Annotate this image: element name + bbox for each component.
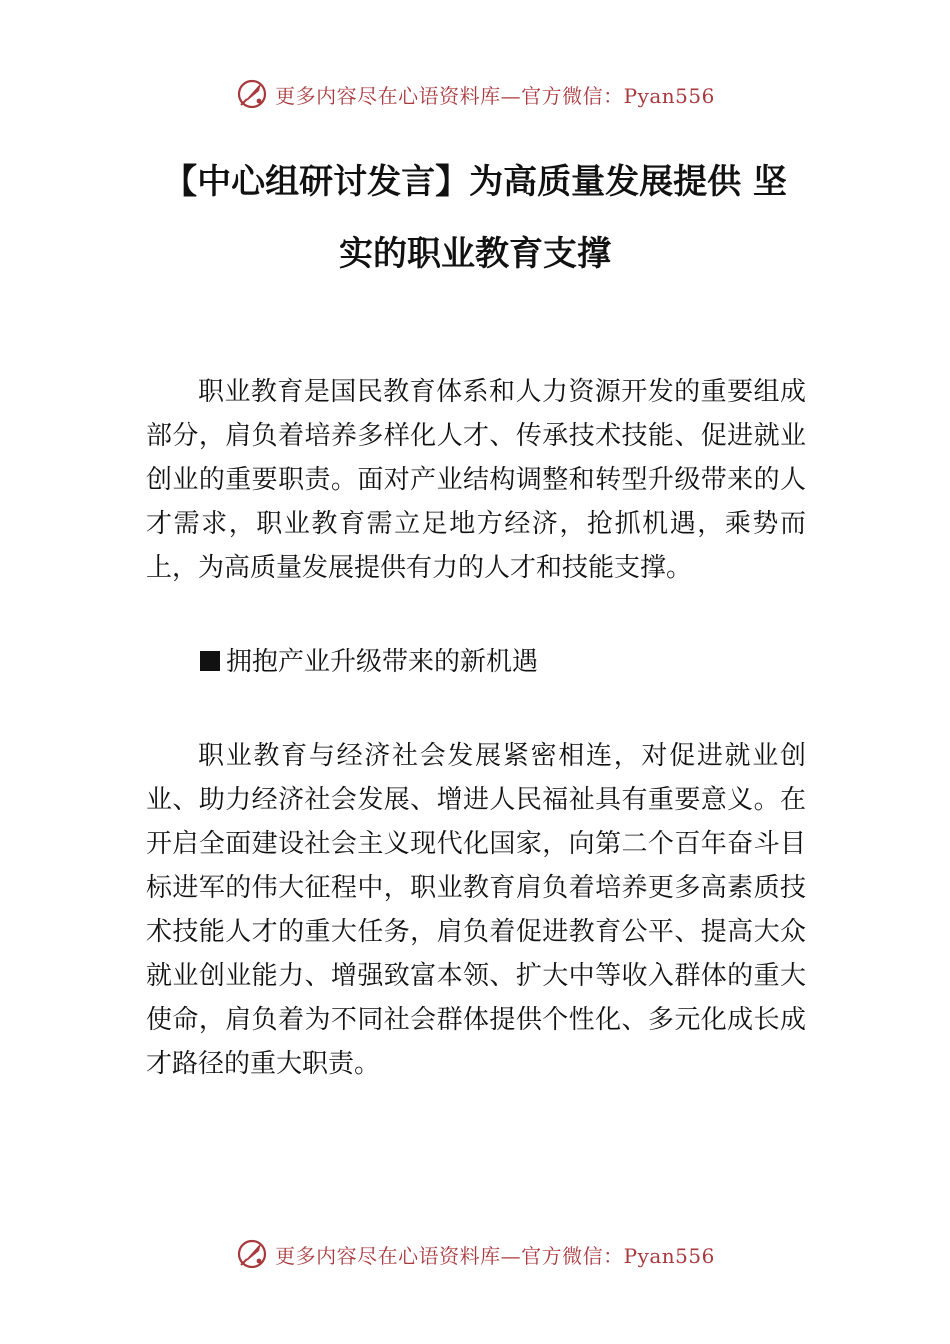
- header-banner-text: 更多内容尽在心语资料库—官方微信：Pyan556: [275, 83, 715, 108]
- section-heading: [146, 640, 806, 684]
- footer-banner: [0, 1234, 950, 1274]
- title-line-1: 【中心组研讨发言】为高质量发展提供 坚: [163, 162, 787, 202]
- page-title: [110, 146, 840, 290]
- header-banner: [0, 74, 950, 114]
- title-line-2: 实的职业教育支撑: [339, 234, 611, 274]
- document-body: [146, 370, 806, 1086]
- paragraph-body: 职业教育与经济社会发展紧密相连，对促进就业创业、助力经济社会发展、增进人民福祉具有重要意义。在开启全面建设社会主义现代化国家，向第二个百年奋斗目标进军的伟大征程中，职业教育肩负着培养更多高素质技术技能人才的重大任务，肩负着促进教育公平、提高大众就业创业能力、增强致富本领、扩大中等收入群体的重大使命，肩负着为不同社会群体提供个性化、多元化成长成才路径的重大职责。: [146, 741, 806, 1079]
- quill-logo-icon: [235, 77, 269, 111]
- section-heading-text: 拥抱产业升级带来的新机遇: [226, 647, 539, 677]
- paragraph-intro: 职业教育是国民教育体系和人力资源开发的重要组成部分，肩负着培养多样化人才、传承技术技能、促进就业创业的重要职责。面对产业结构调整和转型升级带来的人才需求，职业教育需立足地方经济，抢抓机遇，乘势而上，为高质量发展提供有力的人才和技能支撑。: [146, 377, 806, 583]
- black-square-icon: [200, 651, 220, 671]
- quill-logo-icon: [235, 1237, 269, 1271]
- footer-banner-text: 更多内容尽在心语资料库—官方微信：Pyan556: [275, 1243, 715, 1268]
